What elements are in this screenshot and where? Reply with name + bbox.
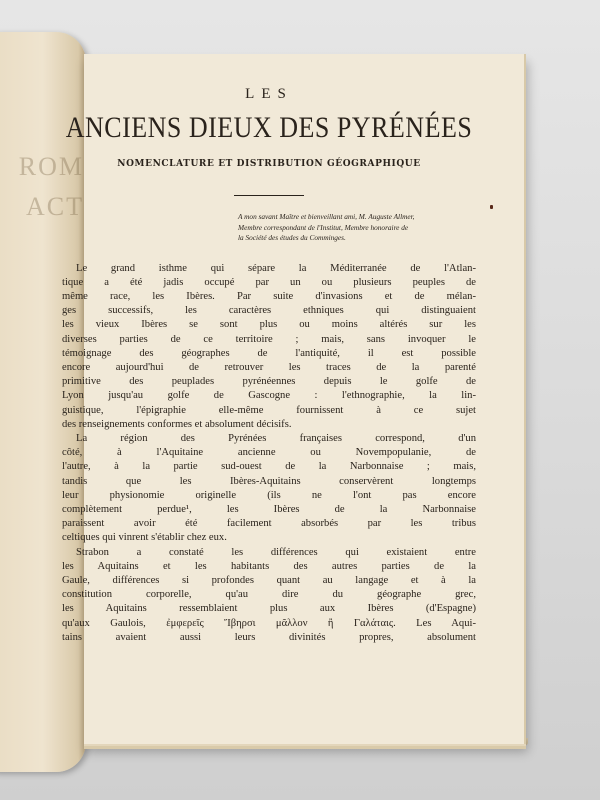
body-line: Le grand isthme qui sépare la Méditerranée de l'Atlan- [76,262,476,274]
dedication-line: A mon savant Maître et bienveillant ami, M. Auguste Allmer, [238,212,415,221]
body-line: guistique, l'épigraphie elle-même fournissent à ce sujet [62,404,476,416]
left-page-ghost-text-1: ROM [18,152,84,181]
body-line: diverses parties de ce territoire ; mais, sans invoquer le [62,333,476,345]
body-line: La région des Pyrénées françaises correspond, d'un [76,432,476,444]
page-title: ANCIENS DIEUX DES PYRÉNÉES [65,110,473,145]
body-line: encore aujourd'hui de retrouver les traces de la parenté [62,361,476,373]
dedication-line: Membre correspondant de l'Institut, Membre honoraire de [238,222,409,232]
ink-mark [490,205,493,209]
body-line: Strabon a constaté les différences qui existaient entre [76,546,476,558]
body-line: qu'aux Gaulois, ἐμφερεῖς Ἴβηρσι μᾶλλον ἢ Γαλάταις. Les Aqui- [62,617,476,629]
body-line: constitution corporelle, qu'au dire du géographe grec, [62,589,476,601]
body-line: l'autre, à la partie sud-ouest de la Narbonnaise ; mais, [62,461,476,473]
body-line: primitive des peuplades pyrénéennes depuis le golfe de [62,376,476,388]
left-page-ghost-text-2: ACT [26,192,84,221]
body-line: Gaule, différences si profondes quant au langage et à la [62,574,476,586]
title-article: LES [245,86,293,102]
body-line: paraissent avoir été facilement absorbés par les tribus [62,518,476,530]
dedication-line: la Société des études du Comminges. [238,233,346,242]
body-line: ges successifs, les caractères ethniques qui distinguaient [62,305,476,317]
page-subtitle: NOMENCLATURE ET DISTRIBUTION GÉOGRAPHIQUE [117,159,421,169]
body-line: leur physionomie originelle (ils ne l'ont pas encore [62,489,476,501]
body-line: Lyon jusqu'au golfe de Gascogne : l'ethnographie, la lin- [62,390,476,402]
body-line: complètement perdue¹, les Ibères de la Narbonnaise [62,503,476,515]
body-line: tandis que les Ibères-Aquitains conservèrent longtemps [62,475,476,487]
body-line: côté, à l'Aquitaine ancienne ou Novempopulanie, de [62,447,476,459]
body-line: témoignage des géographes de l'antiquité, il est possible [62,347,476,359]
body-line: des renseignements conformes et absolument décisifs. [62,418,292,430]
body-line: les Aquitains et les habitants des autres parties de la [62,560,476,572]
body-line: tique a été jadis occupé par un ou plusieurs peuples de [62,276,476,288]
body-text [62,262,476,645]
body-line: les Aquitains ressemblaient plus aux Ibères (d'Espagne) [62,603,476,615]
page-content [62,86,476,645]
divider-rule [234,195,304,196]
body-line: même race, les Ibères. Par suite d'invasions et de mélan- [62,290,476,302]
body-line: tains avaient aussi leurs divinités propres, absolument [62,631,476,643]
body-line: les vieux Ibères se sont plus ou moins altérés sur les [62,319,476,331]
dedication [238,212,476,244]
body-line: celtiques qui vinrent s'établir chez eux. [62,532,227,544]
